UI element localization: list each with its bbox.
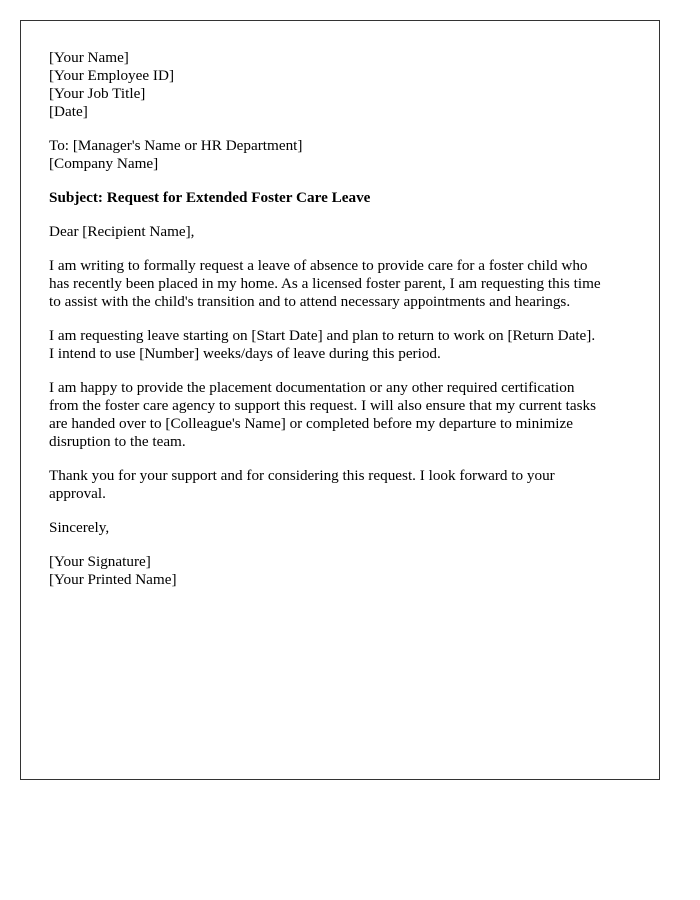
- closing: Sincerely,: [49, 519, 110, 536]
- body-paragraph-2: [49, 327, 631, 363]
- signature-line: [Your Signature]: [49, 553, 151, 570]
- sender-employee-id: [Your Employee ID]: [49, 67, 174, 84]
- signature-block: [49, 553, 631, 589]
- sender-name: [Your Name]: [49, 49, 129, 66]
- sender-block: [49, 49, 631, 121]
- body-line: has recently been placed in my home. As a licensed foster parent, I am requesting this time: [49, 275, 601, 292]
- body-paragraph-4: [49, 467, 631, 503]
- letter-subject: Subject: Request for Extended Foster Care Leave: [49, 189, 371, 206]
- body-line: I am requesting leave starting on [Start Date] and plan to return to work on [Return Date].: [49, 327, 596, 344]
- body-line: are handed over to [Colleague's Name] or completed before my departure to minimize: [49, 415, 573, 432]
- body-line: disruption to the team.: [49, 433, 186, 450]
- salutation: Dear [Recipient Name],: [49, 223, 195, 240]
- body-line: from the foster care agency to support this request. I will also ensure that my current tasks: [49, 397, 597, 414]
- body-line: Thank you for your support and for considering this request. I look forward to your: [49, 467, 555, 484]
- body-line: I am writing to formally request a leave of absence to provide care for a foster child who: [49, 257, 588, 274]
- body-line: I am happy to provide the placement documentation or any other required certification: [49, 379, 575, 396]
- recipient-company: [Company Name]: [49, 155, 159, 172]
- recipient-block: [49, 137, 631, 173]
- letter-page: [20, 20, 660, 780]
- body-line: I intend to use [Number] weeks/days of leave during this period.: [49, 345, 441, 362]
- recipient-to-line: To: [Manager's Name or HR Department]: [49, 137, 303, 154]
- letter-date: [Date]: [49, 103, 88, 120]
- body-line: approval.: [49, 485, 106, 502]
- body-line: to assist with the child's transition and to attend necessary appointments and hearings.: [49, 293, 571, 310]
- printed-name: [Your Printed Name]: [49, 571, 177, 588]
- body-paragraph-3: [49, 379, 631, 451]
- body-paragraph-1: [49, 257, 631, 311]
- sender-job-title: [Your Job Title]: [49, 85, 146, 102]
